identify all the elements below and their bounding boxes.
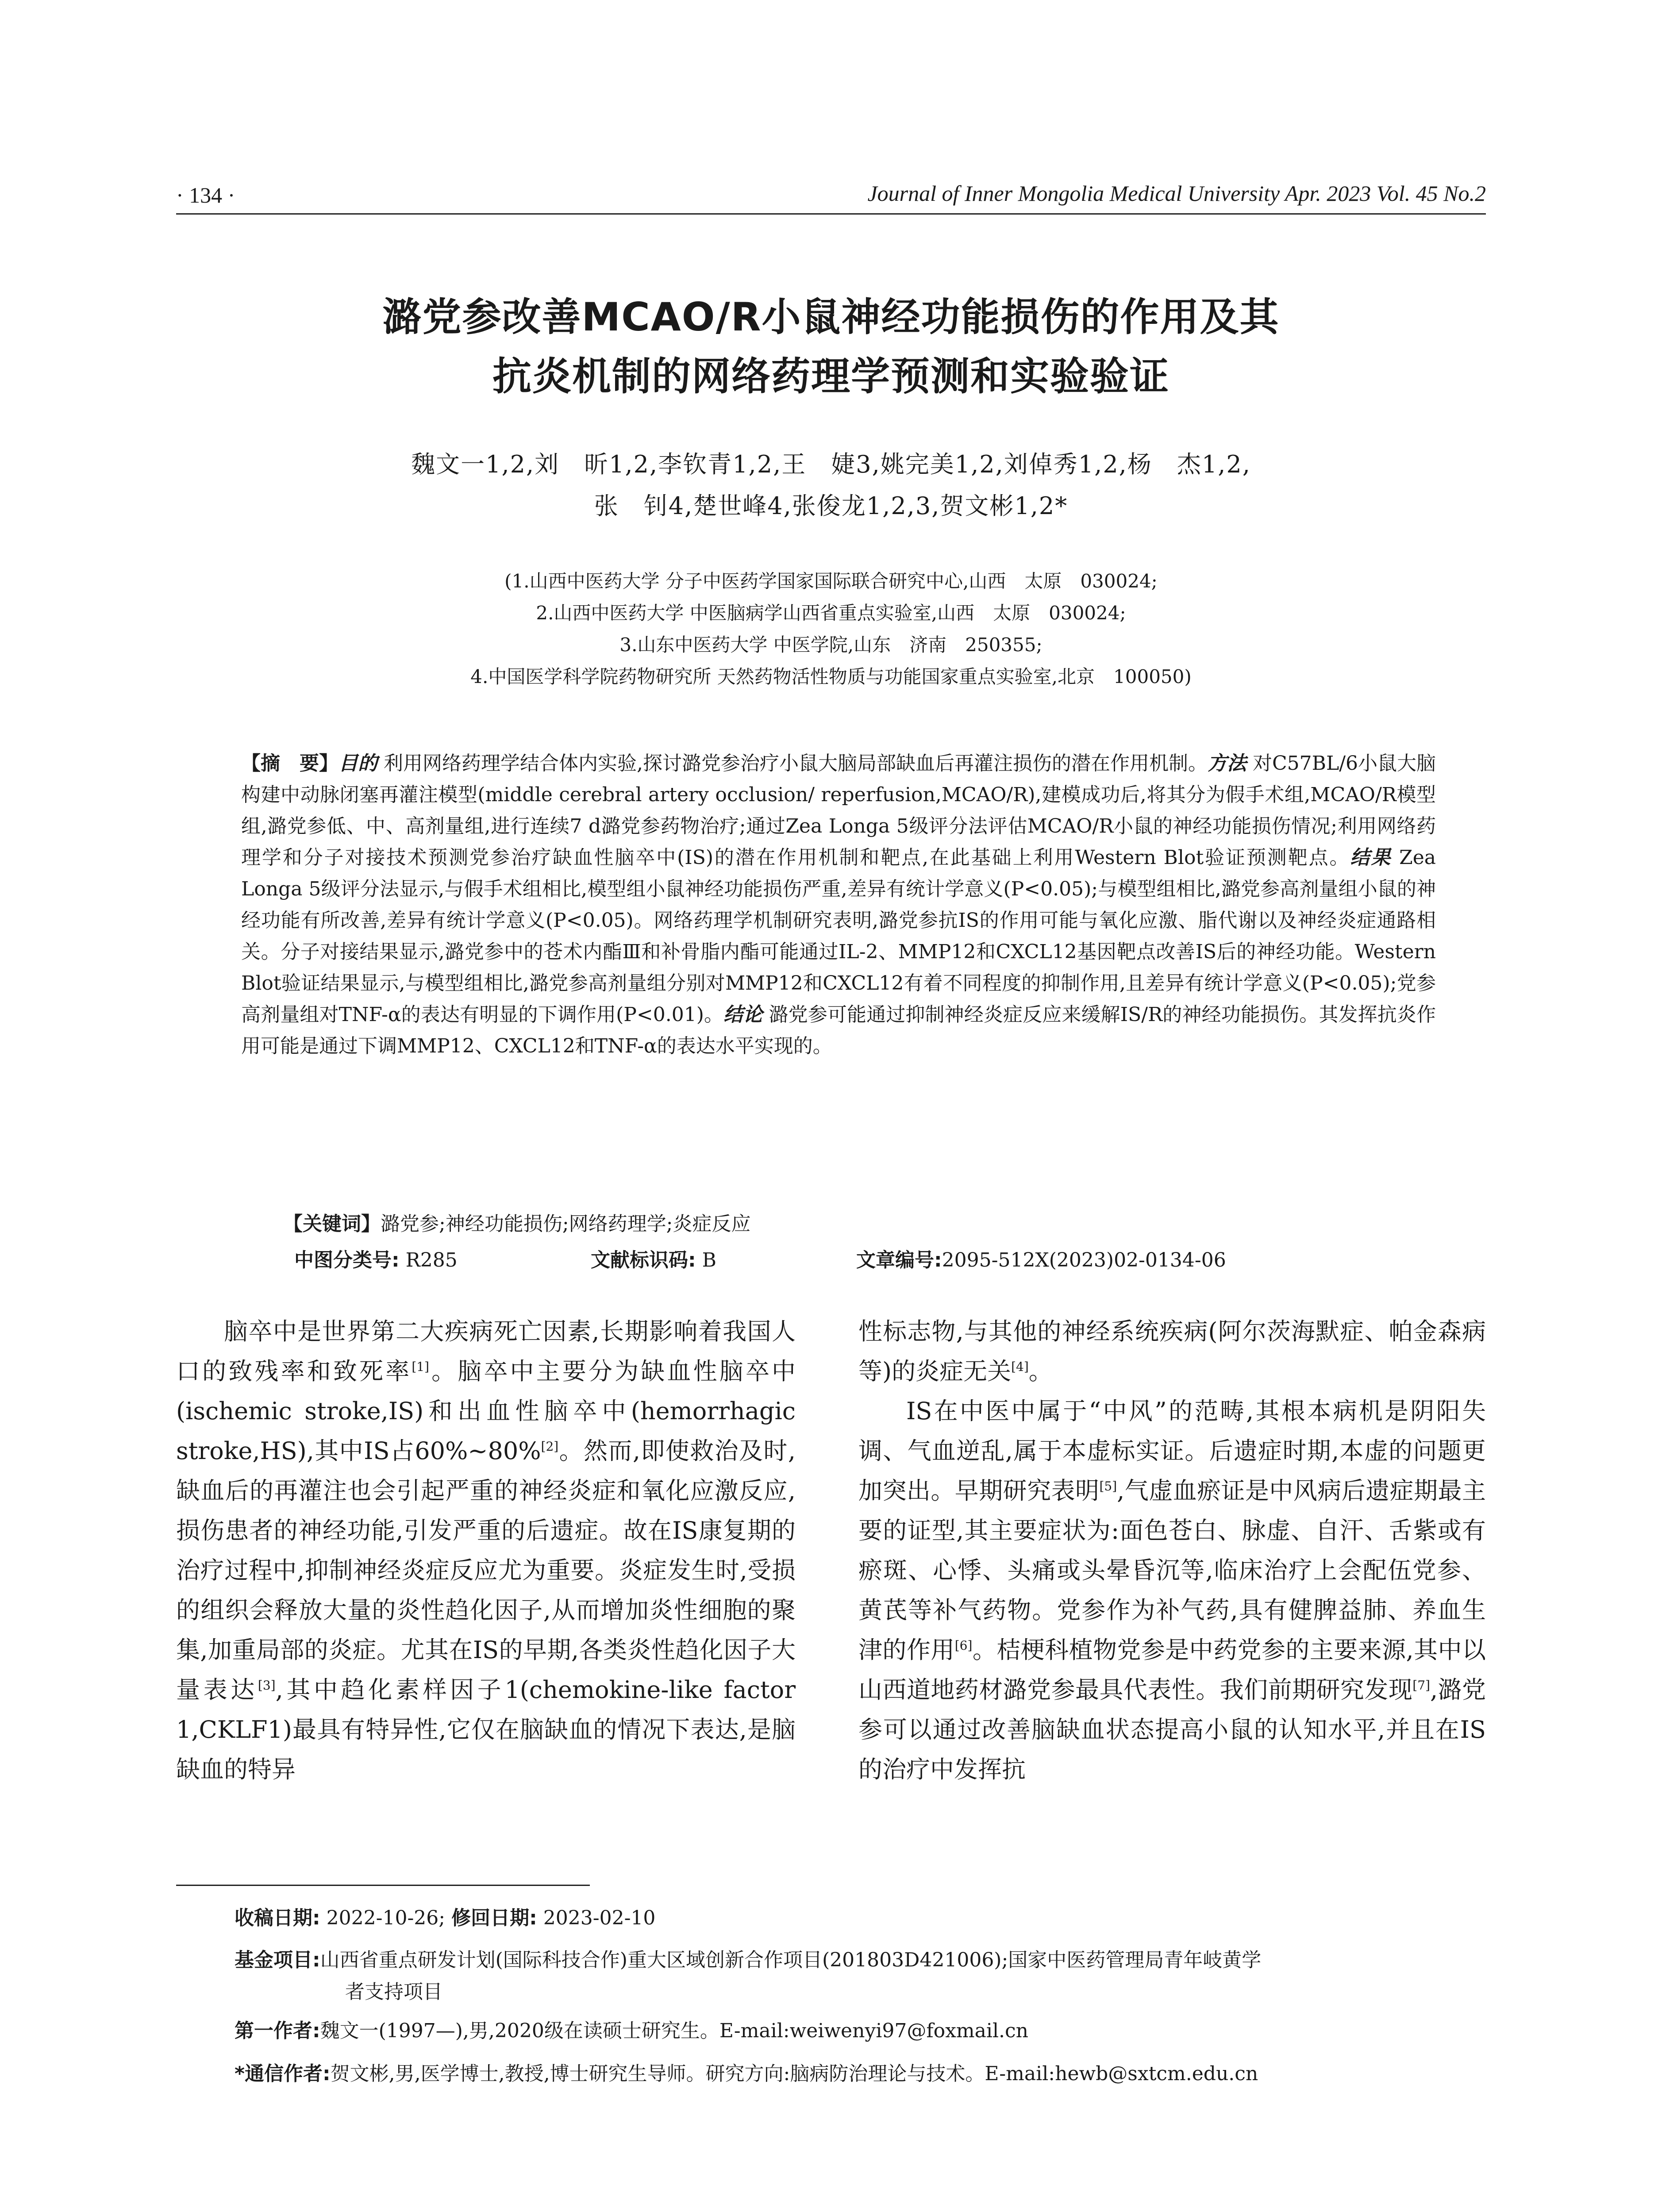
objective-text: 利用网络药理学结合体内实验,探讨潞党参治疗小鼠大脑局部缺血后再灌注损伤的潜在作用机制。 bbox=[384, 752, 1208, 775]
fund-value: 山西省重点研发计划(国际科技合作)重大区域创新合作项目(201803D421006);国家中医药管理局青年岐黄学 bbox=[320, 1949, 1262, 1971]
first-author-value: 魏文一(1997—),男,2020级在读硕士研究生。E-mail:weiwenyi97@foxmail.cn bbox=[320, 2020, 1028, 2042]
clc-label: 中图分类号: bbox=[294, 1249, 400, 1271]
document-code-value: B bbox=[702, 1249, 716, 1271]
body-column-right bbox=[858, 1312, 1486, 1790]
keywords-label: 【关键词】 bbox=[283, 1213, 381, 1235]
abstract-label: 【摘 要】 bbox=[241, 752, 339, 775]
body-paragraph: IS在中医中属于“中风”的范畴,其根本病机是阴阳失调、气血逆乱,属于本虚标实证。后遗症时期,本虚的问题更加突出。早期研究表明[5],气虚血瘀证是中风病后遗症期最主要的证型,其主要症状为:面色苍白、脉虚、自汗、舌紫或有瘀斑、心悸、头痛或头晕昏沉等,临床治疗上会配伍党参、黄芪等补气药物。党参作为补气药,具有健脾益肺、养血生津的作用[6]。桔梗科植物党参是中药党参的主要来源,其中以山西道地药材潞党参最具代表性。我们前期研究发现[7],潞党参可以通过改善脑缺血状态提高小鼠的认知水平,并且在IS的治疗中发挥抗 bbox=[858, 1397, 1486, 1783]
methods-text: 对C57BL/6小鼠大脑构建中动脉闭塞再灌注模型(middle cerebral artery occlusion/ reperfusion,MCAO/R),建模成功后,将其分为假手术组,MCAO/R模型组,潞党参低、中、高剂量组,进行连续7 d潞党参药物治疗;通过Zea Longa 5级评分法评估MCAO/R小鼠的神经功能损伤情况;利用网络药理学和分子对接技术预测党参治疗缺血性脑卒中(IS)的潜在作用机制和靶点,在此基础上利用Western Blot验证预测靶点。 bbox=[241, 752, 1436, 869]
revised-value: 2023-02-10 bbox=[543, 1907, 656, 1929]
footnote-fund bbox=[235, 1944, 1487, 2008]
affiliation-4: 4.中国医学科学院药物研究所 天然药物活性物质与功能国家重点实验室,北京 100050) bbox=[470, 666, 1192, 687]
citation-marker: [5] bbox=[1099, 1479, 1117, 1494]
results-text: Zea Longa 5级评分法显示,与假手术组相比,模型组小鼠神经功能损伤严重,差异有统计学意义(P<0.05);与模型组相比,潞党参高剂量组小鼠的神经功能有所改善,差异有统计学意义(P<0.05)。网络药理学机制研究表明,潞党参抗IS的作用可能与氧化应激、脂代谢以及神经炎症通路相关。分子对接结果显示,潞党参中的苍术内酯Ⅲ和补骨脂内酯可能通过IL-2、MMP12和CXCL12基因靶点改善IS后的神经功能。Western Blot验证结果显示,与模型组相比,潞党参高剂量组分别对MMP12和CXCL12有着不同程度的抑制作用,且差异有统计学意义(P<0.05);党参高剂量组对TNF-α的表达有明显的下调作用(P<0.01)。 bbox=[241, 846, 1436, 1026]
body-paragraph-continued: 性标志物,与其他的神经系统疾病(阿尔茨海默症、帕金森病等)的炎症无关[4]。 bbox=[858, 1317, 1486, 1385]
citation-marker: [1] bbox=[412, 1359, 429, 1374]
footnote-dates bbox=[235, 1902, 1487, 1934]
received-label: 收稿日期: bbox=[235, 1907, 320, 1929]
corresponding-value: 贺文彬,男,医学博士,教授,博士研究生导师。研究方向:脑病防治理论与技术。E-mail:hewb@sxtcm.edu.cn bbox=[330, 2062, 1258, 2085]
document-code bbox=[591, 1244, 716, 1272]
keywords bbox=[283, 1208, 750, 1236]
citation-marker: [2] bbox=[541, 1439, 559, 1454]
page-number: · 134 · bbox=[176, 183, 235, 207]
citation-marker: [3] bbox=[258, 1678, 276, 1693]
footnote-rule bbox=[176, 1885, 590, 1886]
keywords-value: 潞党参;神经功能损伤;网络药理学;炎症反应 bbox=[381, 1213, 751, 1235]
article-title-line-1: 潞党参改善MCAO/R小鼠神经功能损伤的作用及其 bbox=[382, 294, 1280, 340]
citation-marker: [6] bbox=[954, 1638, 973, 1653]
article-number-label: 文章编号: bbox=[856, 1249, 942, 1271]
affiliation-3: 3.山东中医药大学 中医学院,山东 济南 250355; bbox=[619, 634, 1043, 656]
header-rule bbox=[176, 213, 1486, 215]
conclusion-label: 结论 bbox=[723, 1003, 763, 1026]
objective-label: 目的 bbox=[339, 752, 377, 775]
journal-running-header: Journal of Inner Mongolia Medical University Apr. 2023 Vol. 45 No.2 bbox=[867, 181, 1486, 206]
affiliation-2: 2.山西中医药大学 中医脑病学山西省重点实验室,山西 太原 030024; bbox=[536, 602, 1126, 624]
clc-number bbox=[294, 1244, 458, 1272]
revised-label: 修回日期: bbox=[451, 1907, 537, 1929]
abstract bbox=[241, 748, 1436, 1062]
footnote-corresponding-author bbox=[235, 2058, 1487, 2090]
fund-label: 基金项目: bbox=[235, 1949, 320, 1971]
article-number bbox=[856, 1244, 1226, 1272]
citation-marker: [4] bbox=[1011, 1359, 1029, 1374]
citation-marker: [7] bbox=[1412, 1678, 1430, 1693]
author-list-line-1: 魏文一1,2,刘 昕1,2,李钦青1,2,王 婕3,姚完美1,2,刘倬秀1,2,杨 杰1,2, bbox=[411, 450, 1251, 478]
document-code-label: 文献标识码: bbox=[591, 1249, 696, 1271]
author-list-line-2: 张 钊4,楚世峰4,张俊龙1,2,3,贺文彬1,2* bbox=[594, 492, 1068, 520]
methods-label: 方法 bbox=[1207, 752, 1246, 775]
results-label: 结果 bbox=[1350, 846, 1392, 869]
body-column-left bbox=[176, 1312, 796, 1790]
affiliation-1: (1.山西中医药大学 分子中医药学国家国际联合研究中心,山西 太原 030024; bbox=[504, 570, 1158, 592]
article-number-value: 2095-512X(2023)02-0134-06 bbox=[942, 1249, 1226, 1271]
footnote-first-author bbox=[235, 2015, 1487, 2047]
body-paragraph: 脑卒中是世界第二大疾病死亡因素,长期影响着我国人口的致残率和致死率[1]。脑卒中主要分为缺血性脑卒中(ischemic stroke,IS)和出血性脑卒中(hemorrhagic stroke,HS),其中IS占60%~80%[2]。然而,即使救治及时,缺血后的再灌注也会引起严重的神经炎症和氧化应激反应,损伤患者的神经功能,引发严重的后遗症。故在IS康复期的治疗过程中,抑制神经炎症反应尤为重要。炎症发生时,受损的组织会释放大量的炎性趋化因子,从而增加炎性细胞的聚集,加重局部的炎症。尤其在IS的早期,各类炎性趋化因子大量表达[3],其中趋化素样因子1(chemokine-like factor 1,CKLF1)最具有特异性,它仅在脑缺血的情况下表达,是脑缺血的特异 bbox=[176, 1317, 796, 1783]
received-value: 2022-10-26; bbox=[326, 1907, 446, 1929]
fund-value-continued: 者支持项目 bbox=[345, 1981, 442, 2003]
conclusion-text: 潞党参可能通过抑制神经炎症反应来缓解IS/R的神经功能损伤。其发挥抗炎作用可能是通过下调MMP12、CXCL12和TNF-α的表达水平实现的。 bbox=[241, 1003, 1436, 1057]
clc-value: R285 bbox=[405, 1249, 458, 1271]
article-title-line-2: 抗炎机制的网络药理学预测和实验验证 bbox=[492, 353, 1170, 399]
corresponding-label: *通信作者: bbox=[235, 2062, 331, 2085]
first-author-label: 第一作者: bbox=[235, 2020, 320, 2042]
